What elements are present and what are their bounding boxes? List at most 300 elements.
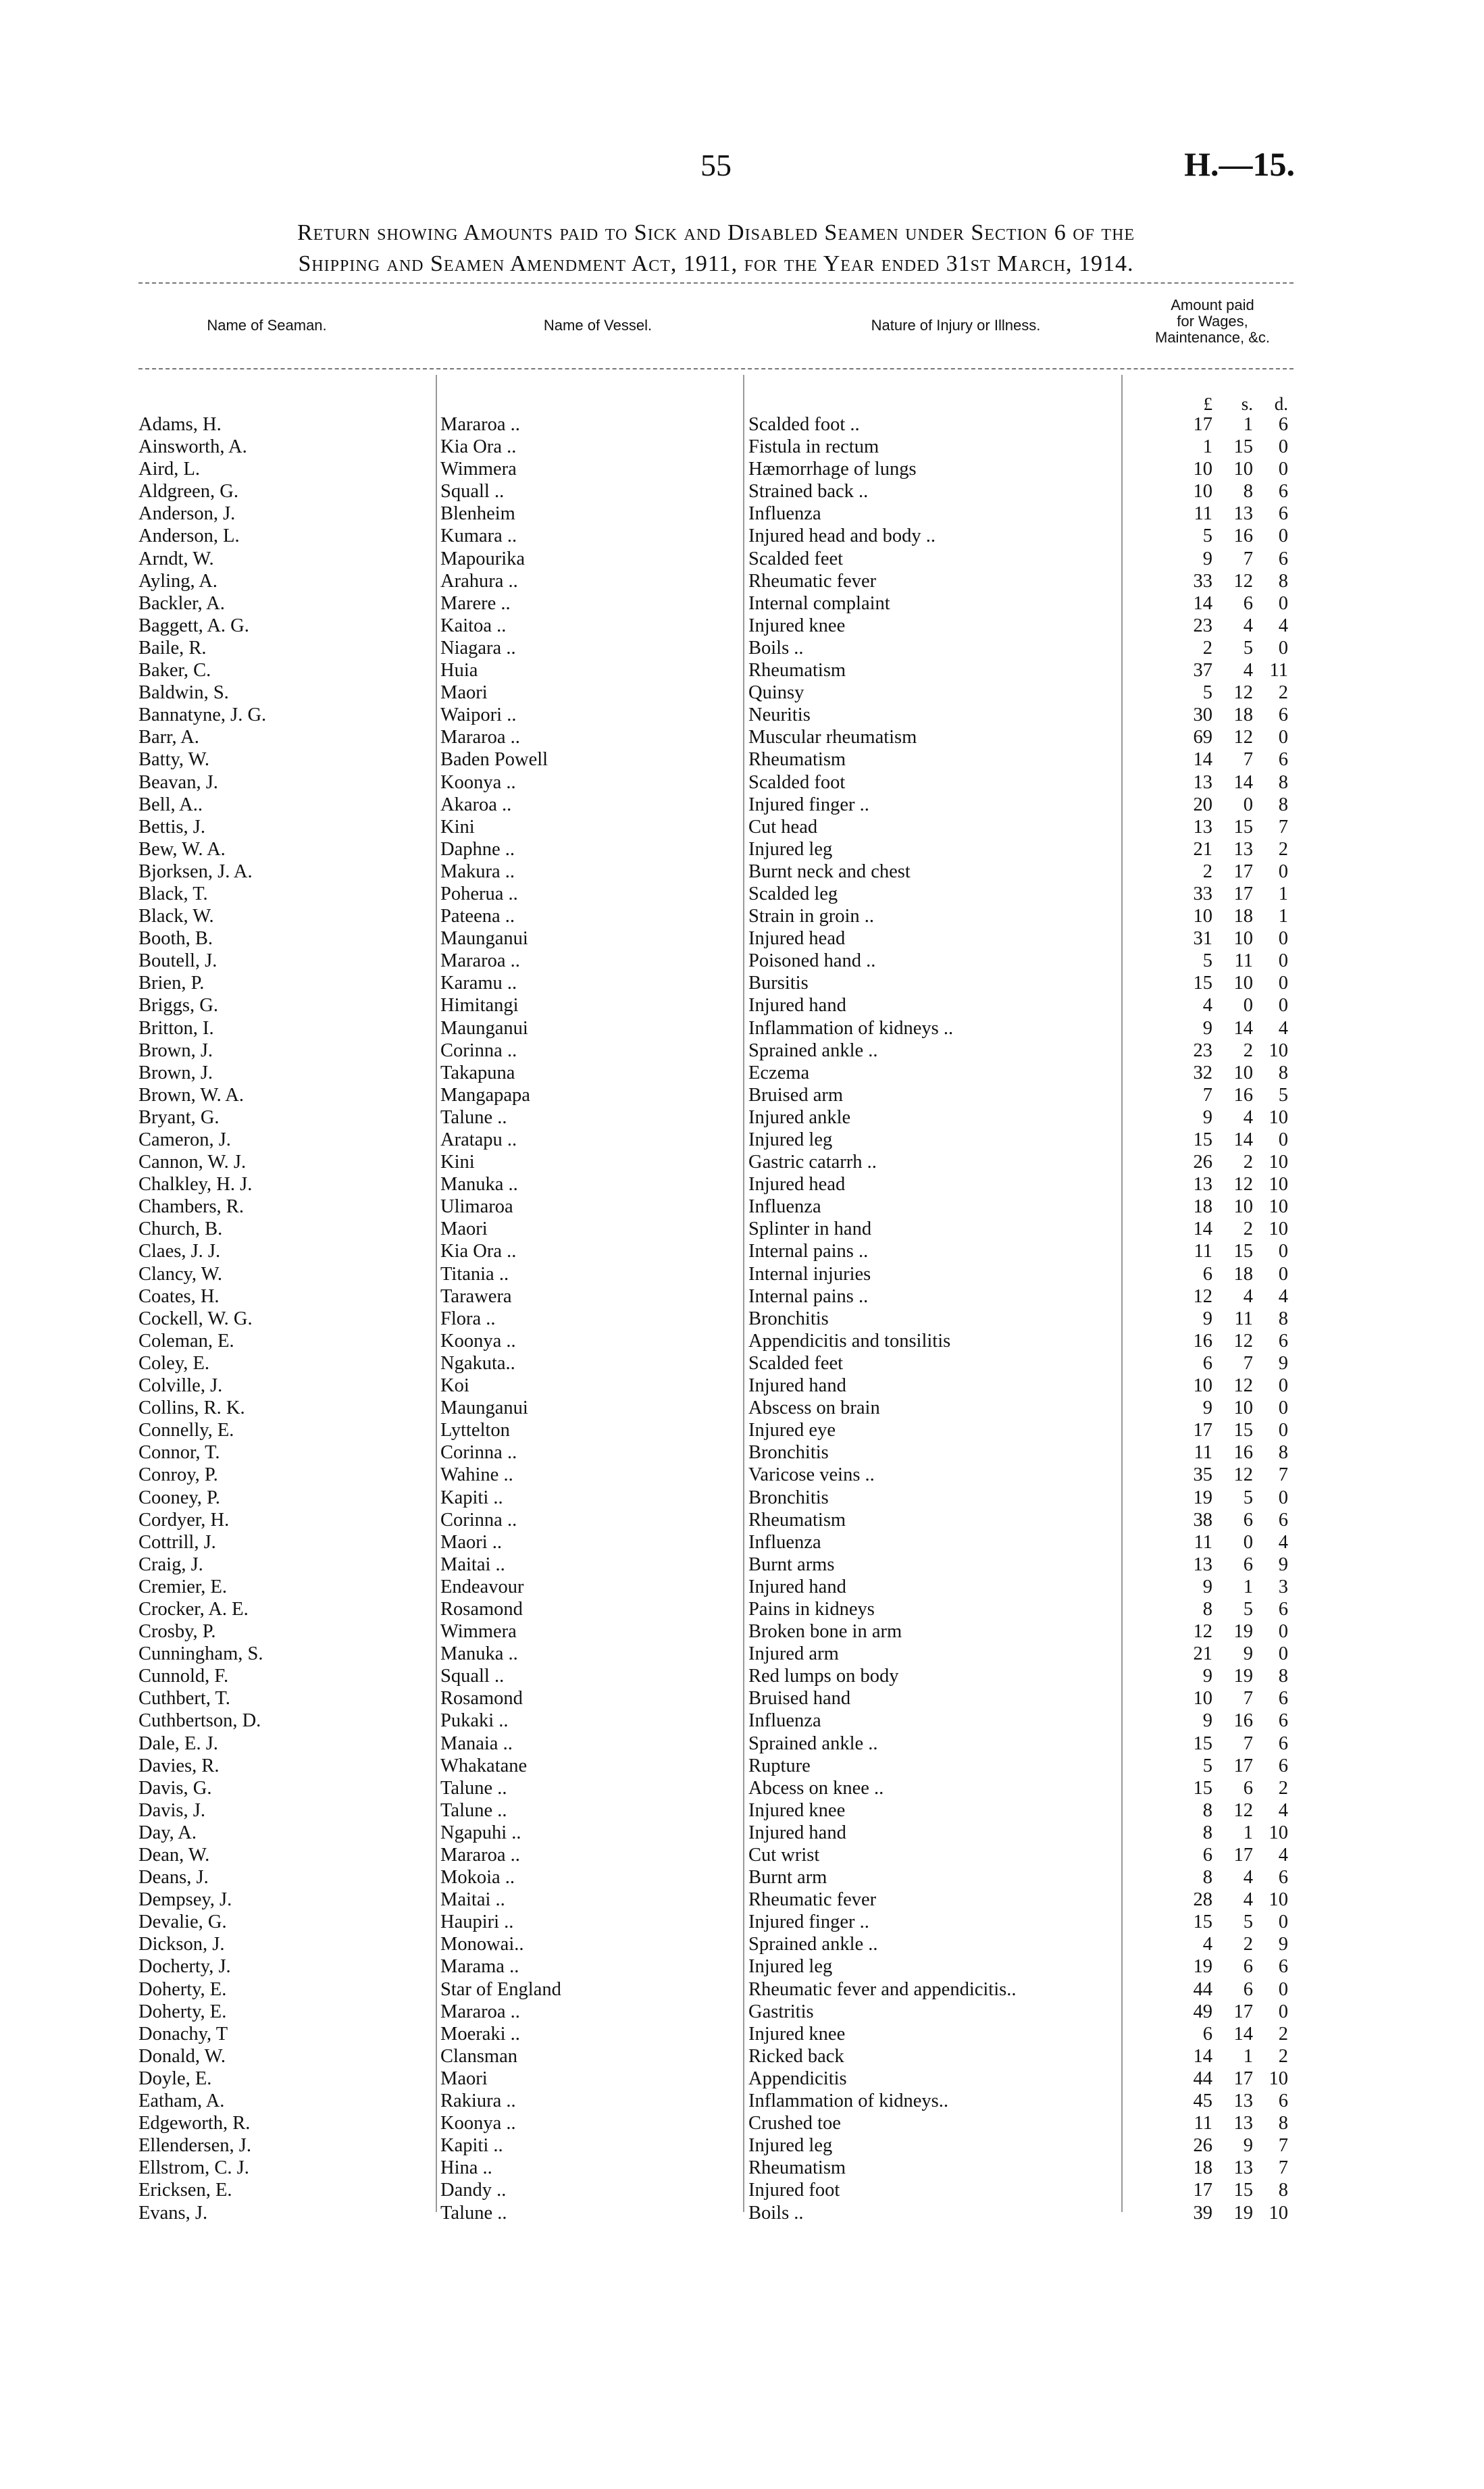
amount-pounds: 6 xyxy=(1202,1352,1212,1374)
amount-pence: 8 xyxy=(1278,570,1288,592)
amount-shillings: 17 xyxy=(1233,2001,1253,2022)
vessel-name: Kia Ora .. xyxy=(440,1241,517,1262)
seaman-name: Briggs, G. xyxy=(138,995,218,1017)
amount-pence: 0 xyxy=(1278,1487,1288,1508)
amount-pence: 2 xyxy=(1278,838,1288,860)
amount-pence: 8 xyxy=(1278,794,1288,815)
amount-shillings: 12 xyxy=(1233,682,1253,704)
table-row xyxy=(138,1509,1294,1531)
vessel-name: Maori xyxy=(440,2068,488,2089)
header-amount-line1: Amount paid xyxy=(1171,297,1254,313)
seaman-name: Davis, G. xyxy=(138,1777,212,1799)
amount-pence: 8 xyxy=(1278,2180,1288,2201)
vessel-name: Koonya .. xyxy=(440,771,516,793)
vessel-name: Mararoa .. xyxy=(440,727,520,748)
amount-pence: 0 xyxy=(1278,1621,1288,1643)
table-row xyxy=(138,413,1294,436)
amount-pounds: 6 xyxy=(1202,1263,1212,1285)
amount-shillings: 18 xyxy=(1233,906,1253,927)
injury-description: Bruised hand xyxy=(748,1688,851,1710)
table-row xyxy=(138,1554,1294,1576)
amount-pounds: 14 xyxy=(1193,749,1212,771)
table-row xyxy=(138,2001,1294,2023)
seaman-name: Dickson, J. xyxy=(138,1934,225,1955)
amount-pence: 10 xyxy=(1269,1174,1288,1196)
seaman-name: Docherty, J. xyxy=(138,1956,231,1978)
amount-pounds: 18 xyxy=(1193,2157,1212,2179)
injury-description: Injured finger .. xyxy=(748,1911,869,1933)
amount-shillings: 4 xyxy=(1243,1285,1253,1307)
injury-description: Injured arm xyxy=(748,1643,839,1665)
injury-description: Abscess on brain xyxy=(748,1397,880,1419)
table-row xyxy=(138,1643,1294,1665)
seaman-name: Cuthbert, T. xyxy=(138,1688,230,1710)
amount-pounds: 35 xyxy=(1193,1464,1212,1486)
amount-pence: 8 xyxy=(1278,1442,1288,1464)
table-row xyxy=(138,748,1294,771)
seaman-name: Black, T. xyxy=(138,883,208,904)
table-row xyxy=(138,2045,1294,2068)
seaman-name: Cordyer, H. xyxy=(138,1509,230,1531)
amount-shillings: 12 xyxy=(1233,570,1253,592)
injury-description: Gastritis xyxy=(748,2001,814,2022)
amount-shillings: 9 xyxy=(1243,1643,1253,1665)
amount-pence: 7 xyxy=(1278,816,1288,838)
amount-pence: 0 xyxy=(1278,727,1288,748)
amount-shillings: 6 xyxy=(1243,592,1253,614)
amount-shillings: 14 xyxy=(1233,771,1253,793)
vessel-name: Niagara .. xyxy=(440,637,516,659)
amount-shillings: 14 xyxy=(1233,1129,1253,1150)
vessel-name: Haupiri .. xyxy=(440,1911,514,1933)
amount-pounds: 14 xyxy=(1193,1218,1212,1240)
injury-description: Scalded foot xyxy=(748,771,846,793)
amount-pounds: 2 xyxy=(1202,637,1212,659)
vessel-name: Manuka .. xyxy=(440,1174,518,1196)
vessel-name: Manuka .. xyxy=(440,1643,518,1665)
seaman-name: Bannatyne, J. G. xyxy=(138,704,267,726)
table-row xyxy=(138,1285,1294,1308)
table-row xyxy=(138,458,1294,480)
amount-pence: 6 xyxy=(1278,548,1288,569)
seaman-name: Ellendersen, J. xyxy=(138,2135,251,2157)
amount-shillings: 1 xyxy=(1243,1822,1253,1843)
seaman-name: Dale, E. J. xyxy=(138,1733,218,1754)
amount-shillings: 1 xyxy=(1243,1576,1253,1597)
amount-pounds: 20 xyxy=(1193,794,1212,815)
table-row xyxy=(138,1911,1294,1933)
vessel-name: Kapiti .. xyxy=(440,2135,503,2157)
injury-description: Cut wrist xyxy=(748,1845,820,1866)
amount-pence: 8 xyxy=(1278,1308,1288,1329)
amount-pounds: 16 xyxy=(1193,1330,1212,1352)
amount-pounds: 15 xyxy=(1193,1129,1212,1150)
title-line-2: Shipping and Seamen Amendment Act, 1911, for the Year ended 31st March, 1914. xyxy=(298,251,1134,276)
amount-pounds: 13 xyxy=(1193,771,1212,793)
injury-description: Rheumatism xyxy=(748,660,846,682)
amount-pounds: 5 xyxy=(1202,950,1212,972)
vessel-name: Maunganui xyxy=(440,1397,528,1419)
amount-pence: 0 xyxy=(1278,950,1288,972)
seaman-name: Donachy, T xyxy=(138,2023,228,2045)
seaman-name: Coleman, E. xyxy=(138,1330,234,1352)
table-row xyxy=(138,1240,1294,1262)
seaman-name: Bettis, J. xyxy=(138,816,205,838)
vessel-name: Marama .. xyxy=(440,1956,519,1978)
seaman-name: Anderson, L. xyxy=(138,525,240,547)
column-headers xyxy=(138,297,1294,365)
amount-pounds: 7 xyxy=(1202,1084,1212,1106)
amount-shillings: 7 xyxy=(1243,548,1253,569)
injury-description: Influenza xyxy=(748,1710,821,1732)
amount-pounds: 13 xyxy=(1193,1174,1212,1196)
vessel-name: Mapourika xyxy=(440,548,526,569)
table-row xyxy=(138,1263,1294,1285)
amount-pence: 0 xyxy=(1278,1397,1288,1419)
seaman-name: Donald, W. xyxy=(138,2045,226,2067)
amount-shillings: 19 xyxy=(1233,1666,1253,1687)
seaman-name: Devalie, G. xyxy=(138,1911,227,1933)
amount-shillings: 7 xyxy=(1243,749,1253,771)
injury-description: Rheumatism xyxy=(748,1509,846,1531)
amount-shillings: 10 xyxy=(1233,1062,1253,1083)
amount-pounds: 9 xyxy=(1202,1666,1212,1687)
injury-description: Influenza xyxy=(748,1531,821,1553)
table-row xyxy=(138,838,1294,861)
header-amount-line2: for Wages, xyxy=(1177,313,1248,330)
amount-pounds: 12 xyxy=(1193,1621,1212,1643)
injury-description: Scalded feet xyxy=(748,548,844,569)
shillings-symbol: s. xyxy=(1241,394,1253,414)
table-row xyxy=(138,1352,1294,1375)
amount-pounds: 11 xyxy=(1194,1531,1212,1553)
seaman-name: Cameron, J. xyxy=(138,1129,231,1150)
amount-pence: 5 xyxy=(1278,1084,1288,1106)
injury-description: Injured leg xyxy=(748,1129,833,1150)
vessel-name: Star of England xyxy=(440,1978,561,2000)
amount-pounds: 19 xyxy=(1193,1487,1212,1508)
seaman-name: Adams, H. xyxy=(138,414,222,435)
seaman-name: Ellstrom, C. J. xyxy=(138,2157,249,2179)
vessel-name: Flora .. xyxy=(440,1308,496,1329)
injury-description: Injured hand xyxy=(748,1375,846,1397)
table-row xyxy=(138,1173,1294,1196)
amount-pence: 0 xyxy=(1278,1643,1288,1665)
injury-description: Strain in groin .. xyxy=(748,906,875,927)
table-row xyxy=(138,480,1294,503)
amount-pence: 6 xyxy=(1278,503,1288,525)
table-row xyxy=(138,771,1294,794)
amount-pounds: 6 xyxy=(1202,2023,1212,2045)
injury-description: Boils .. xyxy=(748,637,804,659)
injury-description: Bronchitis xyxy=(748,1442,829,1464)
table-row xyxy=(138,2023,1294,2045)
amount-pence: 9 xyxy=(1278,1352,1288,1374)
amount-pounds: 10 xyxy=(1193,1688,1212,1710)
amount-pence: 4 xyxy=(1278,1845,1288,1866)
amount-shillings: 18 xyxy=(1233,704,1253,726)
amount-pence: 4 xyxy=(1278,1017,1288,1039)
amount-pence: 0 xyxy=(1278,1375,1288,1397)
amount-pounds: 19 xyxy=(1193,1956,1212,1978)
vessel-name: Arahura .. xyxy=(440,570,518,592)
amount-pence: 0 xyxy=(1278,2001,1288,2022)
seaman-name: Ayling, A. xyxy=(138,570,218,592)
vessel-name: Endeavour xyxy=(440,1576,524,1597)
table-row xyxy=(138,994,1294,1017)
amount-shillings: 1 xyxy=(1243,2045,1253,2067)
amount-pence: 8 xyxy=(1278,1062,1288,1083)
vessel-name: Clansman xyxy=(440,2045,517,2067)
seaman-name: Coley, E. xyxy=(138,1352,210,1374)
amount-shillings: 11 xyxy=(1234,950,1253,972)
vessel-name: Titania .. xyxy=(440,1263,509,1285)
table-row xyxy=(138,1375,1294,1397)
injury-description: Bronchitis xyxy=(748,1308,829,1329)
injury-description: Influenza xyxy=(748,503,821,525)
amount-pence: 6 xyxy=(1278,1509,1288,1531)
injury-description: Strained back .. xyxy=(748,481,869,503)
amount-pence: 2 xyxy=(1278,2023,1288,2045)
amount-pounds: 23 xyxy=(1193,1040,1212,1061)
vessel-name: Mangapapa xyxy=(440,1084,530,1106)
amount-shillings: 15 xyxy=(1233,436,1253,458)
injury-description: Burnt neck and chest xyxy=(748,861,911,882)
seaman-name: Brown, W. A. xyxy=(138,1084,244,1106)
vessel-name: Monowai.. xyxy=(440,1934,524,1955)
amount-shillings: 7 xyxy=(1243,1688,1253,1710)
seaman-name: Edgeworth, R. xyxy=(138,2113,251,2134)
injury-description: Red lumps on body xyxy=(748,1666,899,1687)
table-row xyxy=(138,1308,1294,1330)
injury-description: Bruised arm xyxy=(748,1084,844,1106)
injury-description: Sprained ankle .. xyxy=(748,1040,878,1061)
table-row xyxy=(138,1576,1294,1598)
amount-shillings: 6 xyxy=(1243,1978,1253,2000)
amount-pounds: 15 xyxy=(1193,973,1212,994)
seaman-name: Craig, J. xyxy=(138,1554,203,1575)
amount-pence: 7 xyxy=(1278,2135,1288,2157)
vessel-name: Karamu .. xyxy=(440,973,517,994)
injury-description: Injured eye xyxy=(748,1420,836,1441)
vessel-name: Talune .. xyxy=(440,1106,507,1128)
amount-pence: 0 xyxy=(1278,1129,1288,1150)
amount-pounds: 9 xyxy=(1202,1397,1212,1419)
amount-pounds: 1 xyxy=(1202,436,1212,458)
injury-description: Burnt arm xyxy=(748,1867,827,1889)
table-row xyxy=(138,1464,1294,1486)
injury-description: Injured leg xyxy=(748,1956,833,1978)
table-row xyxy=(138,1598,1294,1620)
table-row xyxy=(138,1665,1294,1687)
seaman-name: Clancy, W. xyxy=(138,1263,223,1285)
amount-pence: 0 xyxy=(1278,1911,1288,1933)
amount-shillings: 13 xyxy=(1233,2113,1253,2134)
amount-pounds: 31 xyxy=(1193,928,1212,950)
injury-description: Injured hand xyxy=(748,1576,846,1597)
vessel-name: Kaitoa .. xyxy=(440,615,507,636)
injury-description: Fistula in rectum xyxy=(748,436,879,458)
amount-pounds: 21 xyxy=(1193,838,1212,860)
amount-pounds: 6 xyxy=(1202,1845,1212,1866)
amount-pounds: 39 xyxy=(1193,2202,1212,2224)
vessel-name: Ngapuhi .. xyxy=(440,1822,521,1843)
table-row xyxy=(138,1330,1294,1352)
table-row xyxy=(138,1844,1294,1866)
amount-pence: 6 xyxy=(1278,1755,1288,1776)
injury-description: Injured leg xyxy=(748,2135,833,2157)
amount-pounds: 49 xyxy=(1193,2001,1212,2022)
seaman-name: Brien, P. xyxy=(138,973,205,994)
amount-pounds: 11 xyxy=(1194,2113,1212,2134)
table-row xyxy=(138,525,1294,547)
document-code: H.—15. xyxy=(1184,145,1295,183)
seaman-name: Bjorksen, J. A. xyxy=(138,861,253,882)
amount-shillings: 4 xyxy=(1243,1867,1253,1889)
seaman-name: Conroy, P. xyxy=(138,1464,218,1486)
amount-pounds: 32 xyxy=(1193,1062,1212,1083)
injury-description: Appendicitis and tonsilitis xyxy=(748,1330,951,1352)
seaman-name: Brown, J. xyxy=(138,1062,213,1083)
amount-pence: 4 xyxy=(1278,615,1288,636)
injury-description: Rheumatism xyxy=(748,2157,846,2179)
amount-pence: 0 xyxy=(1278,928,1288,950)
amount-shillings: 16 xyxy=(1233,525,1253,547)
injury-description: Injured finger .. xyxy=(748,794,869,815)
injury-description: Inflammation of kidneys .. xyxy=(748,1017,954,1039)
vessel-name: Baden Powell xyxy=(440,749,548,771)
amount-pounds: 4 xyxy=(1202,1934,1212,1955)
injury-description: Scalded leg xyxy=(748,883,838,904)
amount-shillings: 13 xyxy=(1233,2090,1253,2112)
seaman-name: Brown, J. xyxy=(138,1040,213,1061)
injury-description: Injured knee xyxy=(748,1799,846,1821)
seaman-name: Cunnold, F. xyxy=(138,1666,229,1687)
table-row xyxy=(138,2179,1294,2201)
amount-pence: 0 xyxy=(1278,861,1288,882)
vessel-name: Kini xyxy=(440,816,475,838)
divider xyxy=(138,368,1294,369)
vessel-name: Maori xyxy=(440,682,488,704)
amount-pence: 0 xyxy=(1278,1978,1288,2000)
amount-shillings: 5 xyxy=(1243,1911,1253,1933)
injury-description: Scalded foot .. xyxy=(748,414,860,435)
amount-shillings: 10 xyxy=(1233,928,1253,950)
amount-pence: 4 xyxy=(1278,1531,1288,1553)
vessel-name: Kumara .. xyxy=(440,525,517,547)
table-row xyxy=(138,503,1294,525)
table-row xyxy=(138,2112,1294,2134)
seaman-name: Arndt, W. xyxy=(138,548,214,569)
amount-shillings: 4 xyxy=(1243,1106,1253,1128)
amount-pounds: 8 xyxy=(1202,1598,1212,1620)
table-row xyxy=(138,1397,1294,1419)
table-row xyxy=(138,615,1294,637)
amount-shillings: 0 xyxy=(1243,794,1253,815)
amount-pence: 6 xyxy=(1278,1710,1288,1732)
vessel-name: Blenheim xyxy=(440,503,515,525)
seaman-name: Ericksen, E. xyxy=(138,2180,232,2201)
amount-pence: 0 xyxy=(1278,1263,1288,1285)
amount-pounds: 11 xyxy=(1194,503,1212,525)
amount-pounds: 12 xyxy=(1193,1285,1212,1307)
seaman-name: Doherty, E. xyxy=(138,1978,227,2000)
amount-pence: 6 xyxy=(1278,1688,1288,1710)
amount-pounds: 4 xyxy=(1202,995,1212,1017)
table-row xyxy=(138,1129,1294,1151)
seaman-name: Colville, J. xyxy=(138,1375,223,1397)
seaman-name: Beavan, J. xyxy=(138,771,218,793)
injury-description: Poisoned hand .. xyxy=(748,950,876,972)
amount-pounds: 9 xyxy=(1202,1710,1212,1732)
table-row xyxy=(138,2068,1294,2090)
seaman-name: Deans, J. xyxy=(138,1867,209,1889)
seaman-name: Connor, T. xyxy=(138,1442,220,1464)
seaman-name: Baile, R. xyxy=(138,637,207,659)
amount-shillings: 2 xyxy=(1243,1934,1253,1955)
amount-pence: 6 xyxy=(1278,1330,1288,1352)
vessel-name: Maori .. xyxy=(440,1531,503,1553)
table-row xyxy=(138,704,1294,726)
amount-pounds: 44 xyxy=(1193,1978,1212,2000)
amount-pence: 11 xyxy=(1269,660,1288,682)
injury-description: Pains in kidneys xyxy=(748,1598,875,1620)
seaman-name: Crosby, P. xyxy=(138,1621,216,1643)
vessel-name: Moeraki .. xyxy=(440,2023,520,2045)
seaman-name: Baker, C. xyxy=(138,660,211,682)
amount-pence: 10 xyxy=(1269,1106,1288,1128)
vessel-name: Akaroa .. xyxy=(440,794,512,815)
table-row xyxy=(138,794,1294,816)
amount-pence: 7 xyxy=(1278,2157,1288,2179)
amount-pounds: 28 xyxy=(1193,1889,1212,1911)
amount-shillings: 15 xyxy=(1233,1241,1253,1262)
injury-description: Muscular rheumatism xyxy=(748,727,917,748)
amount-shillings: 5 xyxy=(1243,637,1253,659)
amount-pounds: 13 xyxy=(1193,816,1212,838)
amount-pounds: 5 xyxy=(1202,525,1212,547)
injury-description: Rheumatic fever and appendicitis.. xyxy=(748,1978,1017,2000)
header-name: Name of Seaman. xyxy=(207,317,327,334)
vessel-name: Waipori .. xyxy=(440,704,517,726)
amount-shillings: 16 xyxy=(1233,1084,1253,1106)
table-row xyxy=(138,1978,1294,2001)
table-row xyxy=(138,1799,1294,1822)
amount-pence: 7 xyxy=(1278,1464,1288,1486)
vessel-name: Mararoa .. xyxy=(440,1845,520,1866)
amount-pounds: 10 xyxy=(1193,481,1212,503)
table-row xyxy=(138,570,1294,592)
table-row xyxy=(138,592,1294,615)
amount-shillings: 5 xyxy=(1243,1487,1253,1508)
amount-pence: 8 xyxy=(1278,771,1288,793)
amount-pence: 6 xyxy=(1278,2090,1288,2112)
injury-description: Rheumatic fever xyxy=(748,1889,877,1911)
vessel-name: Kapiti .. xyxy=(440,1487,503,1508)
injury-description: Hæmorrhage of lungs xyxy=(748,459,917,480)
vessel-name: Hina .. xyxy=(440,2157,492,2179)
amount-shillings: 4 xyxy=(1243,615,1253,636)
vessel-name: Talune .. xyxy=(440,1799,507,1821)
vessel-name: Wahine .. xyxy=(440,1464,513,1486)
amount-shillings: 5 xyxy=(1243,1598,1253,1620)
seaman-name: Connelly, E. xyxy=(138,1420,234,1441)
amount-pence: 6 xyxy=(1278,1598,1288,1620)
injury-description: Influenza xyxy=(748,1196,821,1218)
injury-description: Bronchitis xyxy=(748,1487,829,1508)
table-row xyxy=(138,1040,1294,1062)
vessel-name: Daphne .. xyxy=(440,838,515,860)
